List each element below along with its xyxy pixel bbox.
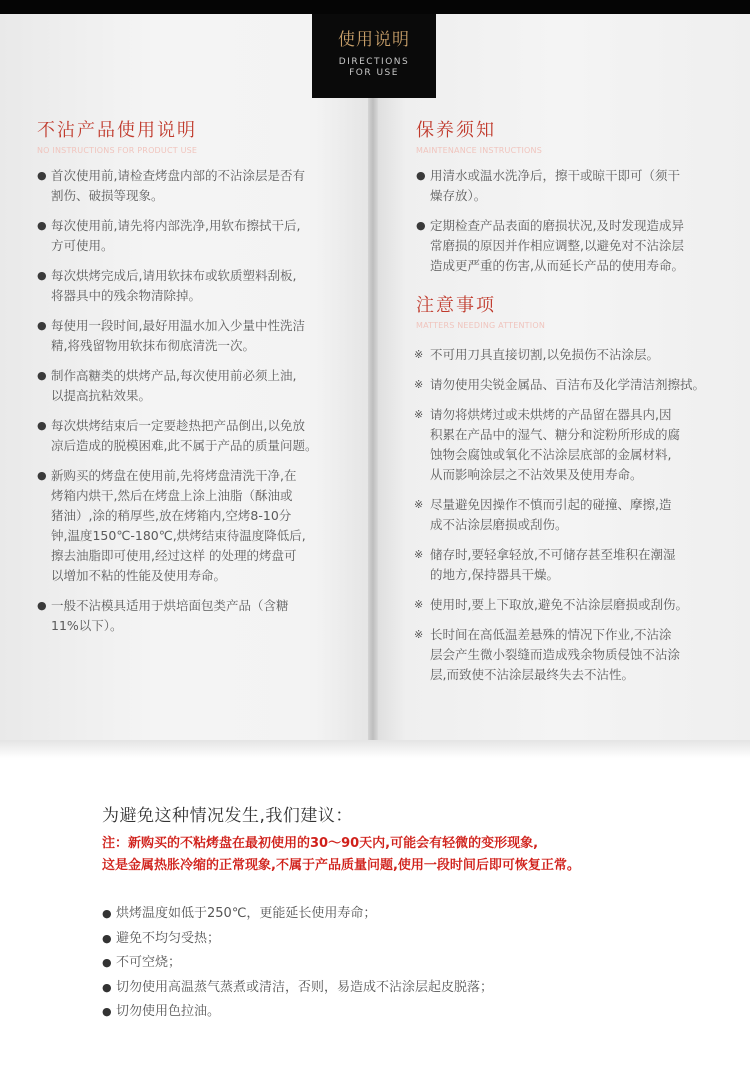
bullet-icon: ※: [414, 548, 424, 561]
header-title-en: [312, 57, 436, 79]
attention-item: [414, 595, 732, 615]
attention-item-line: 请勿将烘烤过或未烘烤的产品留在器具内,因: [430, 407, 672, 422]
bullet-icon: ※: [414, 378, 424, 391]
maintenance-item: [416, 166, 726, 206]
nonstick-usage-title: 不沾产品使用说明: [37, 120, 197, 141]
usage-item-line: 烤箱内烘干,然后在烤盘上涂上油脂（酥油或: [51, 488, 293, 503]
bullet-icon: ●: [102, 1005, 112, 1018]
usage-item-line: 凉后造成的脱模困难,此不属于产品的质量问题。: [51, 438, 318, 453]
maintenance-subtitle: MAINTENANCE INSTRUCTIONS: [416, 146, 542, 155]
attention-item: [414, 625, 732, 685]
usage-item-line: 首次使用前,请检查烤盘内部的不沾涂层是否有: [51, 168, 305, 183]
bullet-icon: ●: [37, 319, 47, 332]
advice-tip-item: [102, 927, 493, 952]
usage-item-line: 以提高抗粘效果。: [51, 388, 152, 403]
attention-item-line: 请勿使用尖锐金属品、百洁布及化学清洁剂擦拭。: [430, 377, 706, 392]
bullet-icon: ●: [37, 219, 47, 232]
maintenance-list: [416, 166, 726, 286]
attention-item: [414, 375, 732, 395]
advice-tip-text: 烘烤温度如低于250℃，更能延长使用寿命；: [116, 906, 377, 921]
bullet-icon: ●: [37, 599, 47, 612]
usage-item-line: 11%以下）。: [51, 618, 123, 633]
usage-item-line: 方可使用。: [51, 238, 114, 253]
bullet-icon: ※: [414, 598, 424, 611]
bullet-icon: ※: [414, 498, 424, 511]
usage-item: [37, 596, 357, 636]
usage-item: [37, 316, 357, 356]
attention-item-line: 层会产生微小裂缝而造成残余物质侵蚀不沾涂: [430, 647, 681, 662]
usage-item: [37, 366, 357, 406]
usage-item-line: 割伤、破损等现象。: [51, 188, 164, 203]
attention-item: [414, 345, 732, 365]
header-en-line1: DIRECTIONS: [338, 57, 410, 67]
advice-note-line-2: 这是金属热胀冷缩的正常现象,不属于产品质量问题,使用一段时间后即可恢复正常。: [102, 858, 580, 873]
attention-item-line: 从而影响涂层之不沾效果及使用寿命。: [430, 467, 643, 482]
bullet-icon: ●: [416, 219, 426, 232]
advice-title: 为避免这种情况发生,我们建议：: [102, 806, 353, 826]
usage-item: [37, 216, 357, 256]
advice-tip-item: [102, 976, 493, 1001]
maintenance-item-line: 定期检查产品表面的磨损状况,及时发现造成异: [430, 218, 684, 233]
attention-item: [414, 405, 732, 485]
bullet-icon: ※: [414, 408, 424, 421]
attention-item-line: 蚀物会腐蚀或氧化不沾涂层底部的金属材料,: [430, 447, 672, 462]
usage-item-line: 制作高糖类的烘烤产品,每次使用前必须上油,: [51, 368, 297, 383]
usage-item-line: 一般不沾模具适用于烘培面包类产品（含糖: [51, 598, 289, 613]
attention-item-line: 储存时,要轻拿轻放,不可储存甚至堆积在潮湿: [430, 547, 676, 562]
header-en-line2: FOR USE: [349, 68, 399, 78]
maintenance-item: [416, 216, 726, 276]
advice-tips-list: [102, 902, 493, 1025]
usage-item-line: 钟,温度150℃-180℃,烘烤结束待温度降低后,: [51, 528, 306, 543]
usage-item-line: 以增加不粘的性能及使用寿命。: [51, 568, 227, 583]
usage-item: [37, 166, 357, 206]
maintenance-item-line: 燥存放）。: [430, 188, 487, 203]
attention-item: [414, 495, 732, 535]
advice-note-line-1: 注：新购买的不粘烤盘在最初使用的30～90天内,可能会有轻微的变形现象,: [102, 836, 539, 851]
bullet-icon: ※: [414, 628, 424, 641]
usage-item: [37, 466, 357, 586]
usage-item-line: 精,将残留物用软抹布彻底清洗一次。: [51, 338, 255, 353]
usage-item-line: 每次烘烤结束后一定要趁热把产品倒出,以免放: [51, 418, 305, 433]
nonstick-usage-list: [37, 166, 357, 646]
maintenance-title: 保养须知: [416, 120, 496, 141]
usage-item-line: 猪油）,涂的稍厚些,放在烤箱内,空烤8-10分: [51, 508, 292, 523]
attention-item-line: 层,而致使不沾涂层最终失去不沾性。: [430, 667, 634, 682]
bullet-icon: ●: [37, 469, 47, 482]
bullet-icon: ●: [102, 956, 112, 969]
bullet-icon: ※: [414, 348, 424, 361]
booklet-shadow: [0, 740, 750, 758]
advice-tip-text: 切勿使用高温蒸气蒸煮或清洁，否则，易造成不沾涂层起皮脱落；: [116, 979, 494, 995]
maintenance-item-line: 用清水或温水洗净后，擦干或晾干即可（须干: [430, 168, 681, 183]
top-bar: [0, 0, 750, 14]
usage-item-line: 擦去油脂即可使用,经过这样 的处理的烤盘可: [51, 548, 297, 563]
header-title-cn: 使用说明: [338, 30, 410, 50]
bullet-icon: ●: [102, 931, 112, 945]
attention-item-line: 的地方,保持器具干燥。: [430, 567, 559, 582]
attention-subtitle: MATTERS NEEDING ATTENTION: [416, 321, 546, 330]
attention-item-line: 积累在产品中的湿气、糖分和淀粉所形成的腐: [430, 427, 681, 442]
usage-item-line: 每次使用前,请先将内部洗净,用软布擦拭干后,: [51, 218, 301, 233]
booklet-spine: [368, 14, 378, 740]
usage-item: [37, 266, 357, 306]
advice-tip-item: [102, 951, 493, 976]
advice-tip-text: 不可空烧；: [116, 955, 182, 970]
attention-title: 注意事项: [416, 295, 496, 316]
usage-item: [37, 416, 357, 456]
advice-tip-item: [102, 1000, 493, 1025]
attention-item-line: 不可用刀具直接切割,以免损伤不沾涂层。: [430, 347, 659, 362]
attention-item-line: 成不沾涂层磨损或刮伤。: [430, 517, 568, 532]
bullet-icon: ●: [102, 980, 112, 994]
maintenance-item-line: 常磨损的原因并作相应调整,以避免对不沾涂层: [430, 238, 684, 253]
maintenance-item-line: 造成更严重的伤害,从而延长产品的使用寿命。: [430, 258, 684, 273]
usage-item-line: 将器具中的残余物清除掉。: [51, 288, 202, 303]
attention-item: [414, 545, 732, 585]
usage-item-line: 每次烘烤完成后,请用软抹布或软质塑料刮板,: [51, 268, 297, 283]
attention-item-line: 尽量避免因操作不慎而引起的碰撞、摩擦,造: [430, 497, 672, 512]
advice-tip-item: [102, 902, 493, 927]
usage-item-line: 新购买的烤盘在使用前,先将烤盘清洗干净,在: [51, 468, 297, 483]
bullet-icon: ●: [37, 269, 47, 282]
advice-tip-text: 避免不均匀受热；: [116, 930, 221, 946]
bullet-icon: ●: [37, 419, 47, 432]
bullet-icon: ●: [37, 369, 47, 382]
bullet-icon: ●: [37, 169, 47, 182]
attention-item-line: 使用时,要上下取放,避免不沾涂层磨损或刮伤。: [430, 597, 688, 612]
bullet-icon: ●: [416, 169, 426, 182]
directions-header: [312, 14, 436, 98]
attention-item-line: 长时间在高低温差悬殊的情况下作业,不沾涂: [430, 627, 672, 642]
nonstick-usage-subtitle: NO INSTRUCTIONS FOR PRODUCT USE: [37, 146, 198, 155]
attention-list: [414, 345, 732, 695]
usage-item-line: 每使用一段时间,最好用温水加入少量中性洗洁: [51, 318, 305, 333]
bullet-icon: ●: [102, 907, 112, 920]
advice-tip-text: 切勿使用色拉油。: [116, 1004, 221, 1019]
